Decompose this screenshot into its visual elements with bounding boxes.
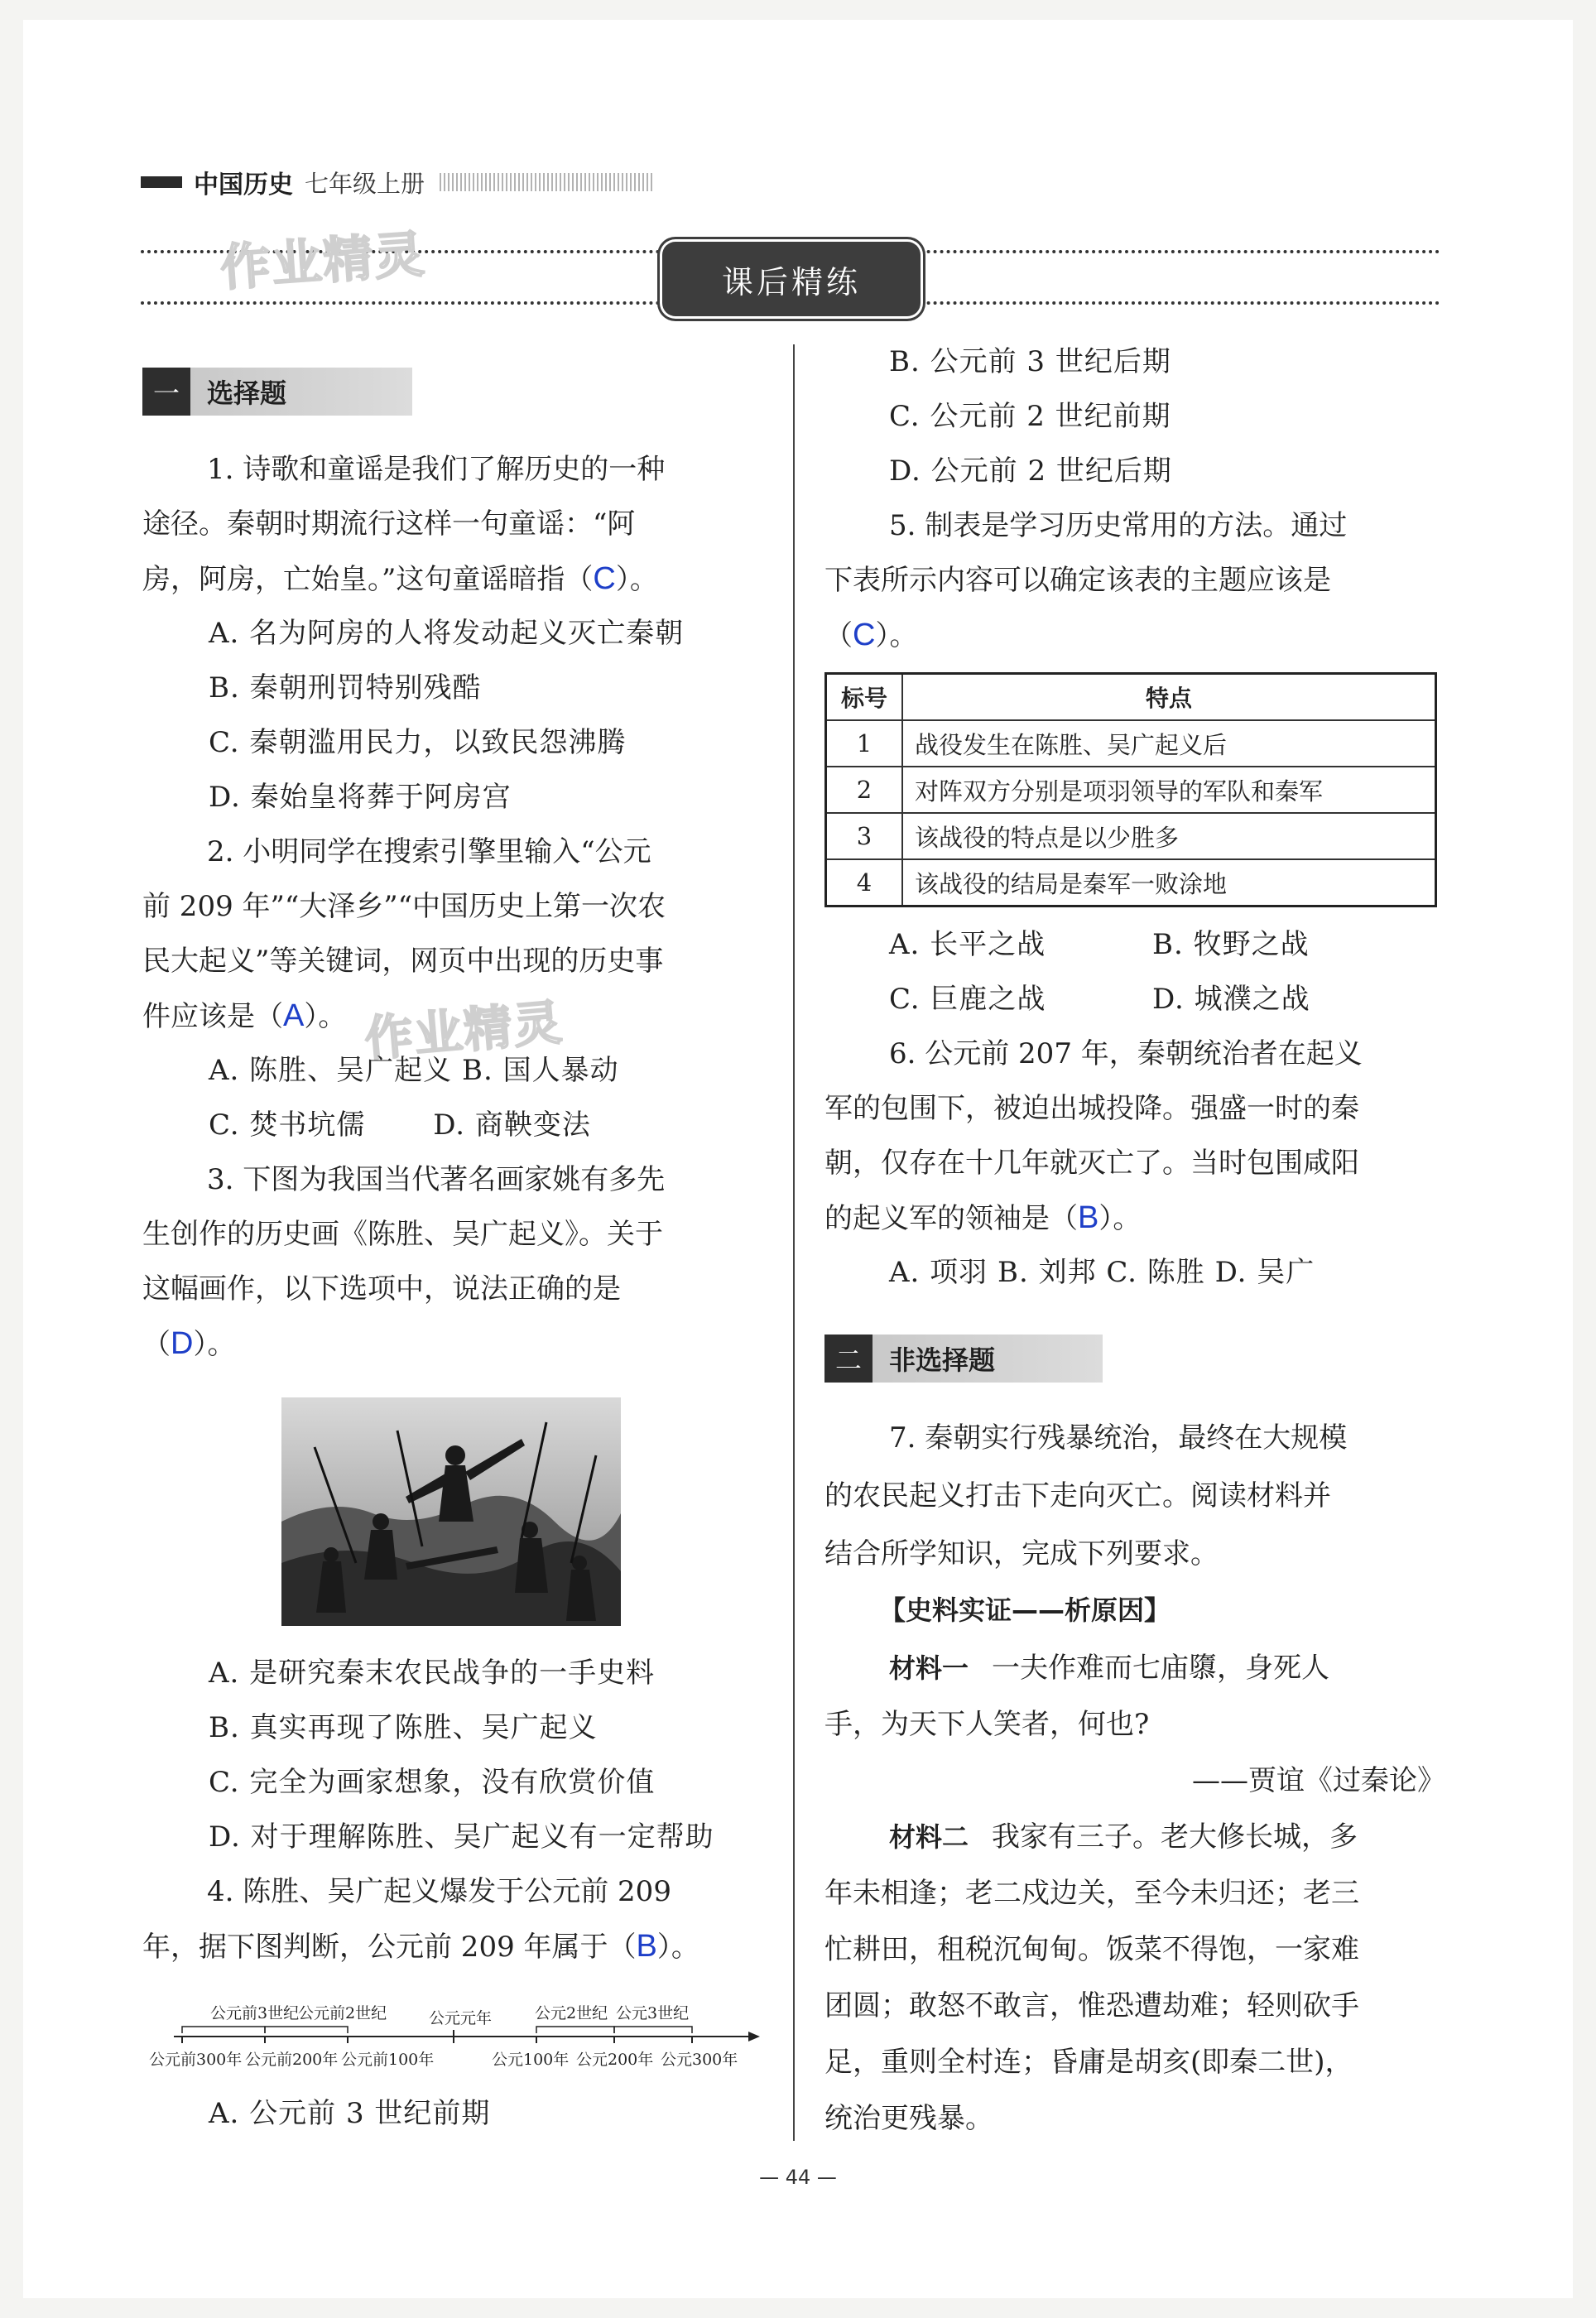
span-bracket bbox=[265, 2027, 348, 2033]
span-bracket bbox=[182, 2027, 265, 2033]
q6-line: 朝，仅存在十几年就灭亡了。当时包围咸阳 bbox=[824, 1147, 1359, 1180]
timeline-span-label: 公元前3世纪 bbox=[210, 2004, 300, 2022]
table-cell: 3 bbox=[826, 813, 903, 859]
timeline-tick-label: 公元前100年 bbox=[341, 2051, 435, 2069]
q5-answer: C bbox=[853, 618, 876, 652]
q3-option-a: A. 是研究秦末农民战争的一手史料 bbox=[209, 1657, 656, 1690]
q1-line: 1. 诗歌和童谣是我们了解历史的一种 bbox=[207, 453, 666, 486]
material-2-line: 统治更残暴。 bbox=[824, 2102, 993, 2135]
q6-options: A. 项羽 B. 刘邦 C. 陈胜 D. 吴广 bbox=[889, 1256, 1315, 1289]
timeline-tick-label: 公元前300年 bbox=[149, 2051, 243, 2069]
timeline-span-label: 公元前2世纪 bbox=[298, 2004, 387, 2022]
q5-line: 5. 制表是学习历史常用的方法。通过 bbox=[889, 509, 1348, 542]
q1-line: 房，阿房，亡始皇。”这句童谣暗指（C）。 bbox=[142, 561, 658, 596]
header-bar bbox=[141, 176, 182, 188]
section-label: 选择题 bbox=[190, 368, 412, 416]
q1-option-d: D. 秦始皇将葬于阿房宫 bbox=[209, 781, 512, 814]
history-painting-image bbox=[281, 1397, 621, 1626]
q2-line: 前 209 年”“大泽乡”“中国历史上第一次农 bbox=[142, 890, 666, 923]
table-cell: 战役发生在陈胜、吴广起义后 bbox=[902, 720, 1436, 767]
q1-answer: C bbox=[593, 561, 616, 596]
q7-subheading: 【史料实证——析原因】 bbox=[879, 1594, 1171, 1626]
q2-line: 2. 小明同学在搜索引擎里输入“公元 bbox=[207, 835, 651, 868]
header-grade: 七年级上册 bbox=[305, 169, 425, 198]
q7-line: 的农民起义打击下走向灭亡。阅读材料并 bbox=[824, 1479, 1331, 1512]
q4-option-d: D. 公元前 2 世纪后期 bbox=[889, 454, 1172, 488]
q3-option-d: D. 对于理解陈胜、吴广起义有一定帮助 bbox=[209, 1820, 714, 1854]
table-cell: 1 bbox=[826, 720, 903, 767]
material-1-label: 材料一 bbox=[889, 1652, 969, 1684]
q7-line: 7. 秦朝实行残暴统治，最终在大规模 bbox=[889, 1421, 1348, 1455]
section-number: 一 bbox=[142, 368, 190, 416]
q3-line: 这幅画作，以下选项中，说法正确的是 bbox=[142, 1272, 621, 1306]
q6-line: 6. 公元前 207 年，秦朝统治者在起义 bbox=[889, 1037, 1363, 1070]
material-2-line: 忙耕田，租税沉甸甸。饭菜不得饱，一家难 bbox=[824, 1933, 1359, 1966]
page-number: — 44 — bbox=[759, 2166, 837, 2189]
q2-line: 件应该是（A）。 bbox=[142, 998, 347, 1033]
q4-line: 4. 陈胜、吴广起义爆发于公元前 209 bbox=[207, 1875, 671, 1908]
q2-option-cd: C. 焚书坑儒 D. 商鞅变法 bbox=[209, 1109, 591, 1142]
table-cell: 4 bbox=[826, 859, 903, 907]
section-title: 课后精练 bbox=[662, 242, 921, 316]
q2-line: 民大起义”等关键词，网页中出现的历史事 bbox=[142, 945, 664, 978]
material-2-line: 足，重则全村连；昏庸是胡亥(即秦二世)， bbox=[824, 2046, 1353, 2079]
century-timeline bbox=[149, 1987, 762, 2078]
q4-answer: B bbox=[636, 1929, 657, 1964]
section-header-nonchoice bbox=[824, 1335, 1103, 1383]
material-2-line: 材料二 我家有三子。老大修长城，多 bbox=[889, 1820, 1358, 1854]
section-header-choice bbox=[142, 368, 412, 416]
table-row bbox=[826, 720, 1436, 767]
table-header: 标号 bbox=[826, 674, 903, 721]
q6-answer: B bbox=[1078, 1200, 1099, 1235]
timeline-span-label: 公元3世纪 bbox=[616, 2004, 690, 2022]
q2-option-ab: A. 陈胜、吴广起义 B. 国人暴动 bbox=[209, 1054, 619, 1087]
material-2-line: 团圆；敢怒不敢言，惟恐遭劫难；轻则砍手 bbox=[824, 1989, 1359, 2022]
q1-option-b: B. 秦朝刑罚特别残酷 bbox=[209, 671, 482, 705]
q6-line: 军的包围下，被迫出城投降。强盛一时的秦 bbox=[824, 1092, 1359, 1125]
section-number: 二 bbox=[824, 1335, 873, 1383]
timeline-tick-label: 公元100年 bbox=[492, 2051, 570, 2069]
q5-option-b: B. 牧野之战 bbox=[1152, 928, 1310, 961]
table-row bbox=[826, 859, 1436, 907]
table-row bbox=[826, 813, 1436, 859]
q5-option-d: D. 城濮之战 bbox=[1152, 983, 1310, 1016]
watermark-logo: 作业精灵 bbox=[219, 225, 428, 298]
material-1-line: 手，为天下人笑者，何也? bbox=[824, 1708, 1150, 1741]
q6-line: 的起义军的领袖是（B）。 bbox=[824, 1200, 1142, 1235]
q5-option-a: A. 长平之战 bbox=[889, 928, 1046, 961]
q4-option-c: C. 公元前 2 世纪前期 bbox=[889, 400, 1171, 433]
material-2-label: 材料二 bbox=[889, 1821, 969, 1853]
table-cell: 对阵双方分别是项羽领导的军队和秦军 bbox=[902, 767, 1436, 813]
timeline-tick-label: 公元300年 bbox=[661, 2051, 738, 2069]
q5-line: 下表所示内容可以确定该表的主题应该是 bbox=[824, 564, 1331, 597]
header-subject: 中国历史 bbox=[194, 171, 293, 200]
q1-option-c: C. 秦朝滥用民力，以致民怨沸腾 bbox=[209, 726, 627, 759]
q1-option-a: A. 名为阿房的人将发动起义灭亡秦朝 bbox=[209, 617, 685, 650]
q2-answer: A bbox=[283, 998, 305, 1033]
timeline-arrow bbox=[748, 2032, 760, 2041]
section-label: 非选择题 bbox=[873, 1335, 1103, 1383]
q5-line: （C）。 bbox=[824, 618, 918, 652]
q4-line: 年，据下图判断，公元前 209 年属于（B）。 bbox=[142, 1929, 699, 1964]
q3-line: 生创作的历史画《陈胜、吴广起义》。关于 bbox=[142, 1218, 663, 1251]
q3-option-b: B. 真实再现了陈胜、吴广起义 bbox=[209, 1711, 598, 1744]
q5-table bbox=[824, 672, 1437, 907]
table-cell: 该战役的特点是以少胜多 bbox=[902, 813, 1436, 859]
q4-option-a: A. 公元前 3 世纪前期 bbox=[209, 2097, 491, 2130]
span-bracket bbox=[536, 2027, 614, 2033]
q3-line: 3. 下图为我国当代著名画家姚有多先 bbox=[207, 1163, 666, 1196]
q4-option-b: B. 公元前 3 世纪后期 bbox=[889, 345, 1171, 378]
book-header bbox=[141, 166, 653, 199]
table-header: 特点 bbox=[902, 674, 1436, 721]
q7-line: 结合所学知识，完成下列要求。 bbox=[824, 1537, 1219, 1570]
material-2-line: 年未相逢；老二戍边关，至今未归还；老三 bbox=[824, 1877, 1359, 1910]
q1-line: 途径。秦朝时期流行这样一句童谣：“阿 bbox=[142, 507, 636, 541]
timeline-span-label: 公元2世纪 bbox=[535, 2004, 608, 2022]
q3-line: （D）。 bbox=[142, 1326, 236, 1361]
table-cell: 2 bbox=[826, 767, 903, 813]
watermark-logo: 作业精灵 bbox=[362, 993, 565, 1068]
span-bracket bbox=[614, 2027, 692, 2033]
q5-option-c: C. 巨鹿之战 bbox=[889, 983, 1046, 1016]
material-1-line: 材料一 一夫作难而七庙隳，身死人 bbox=[889, 1652, 1330, 1685]
timeline-tick-label: 公元前200年 bbox=[245, 2051, 339, 2069]
table-cell: 该战役的结局是秦军一败涂地 bbox=[902, 859, 1436, 907]
column-divider bbox=[793, 344, 795, 2141]
q3-answer: D bbox=[171, 1326, 194, 1361]
table-row bbox=[826, 767, 1436, 813]
q3-option-c: C. 完全为画家想象，没有欣赏价值 bbox=[209, 1766, 656, 1799]
material-1-source: ——贾谊《过秦论》 bbox=[1192, 1764, 1445, 1797]
timeline-span-label: 公元元年 bbox=[429, 2009, 493, 2027]
header-hatch bbox=[440, 173, 653, 191]
timeline-tick-label: 公元200年 bbox=[576, 2051, 654, 2069]
